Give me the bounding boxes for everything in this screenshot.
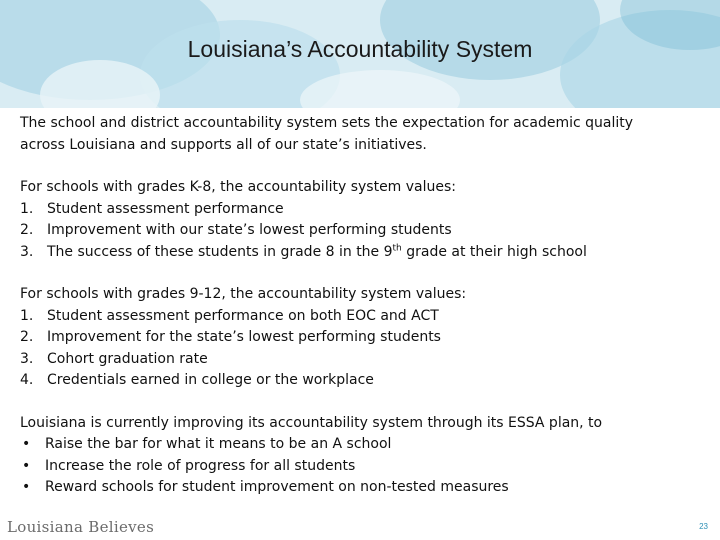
k8-section [20,177,700,263]
hs-heading: For schools with grades 9-12, the accountability system values: [20,286,467,302]
intro-paragraph [20,113,700,156]
bullet-item [20,477,700,499]
essa-heading: Louisiana is currently improving its accountability system through its ESSA plan, to [20,414,603,431]
hs-section [20,284,700,392]
item-number: 3. [20,350,34,367]
item-text: Increase the role of progress for all students [45,457,356,474]
item-text: Reward schools for student improvement on non-tested measures [45,479,509,495]
list-item [20,349,700,371]
intro-line: across Louisiana and supports all of our state’s initiatives. [20,136,427,153]
intro-line: The school and district accountability system sets the expectation for academic quality [20,115,634,131]
louisiana-believes-logo: Louisiana Believes [7,518,155,536]
item-number: 3. [20,243,34,260]
item-text: grade at their high school [401,243,587,260]
item-number: 4. [20,372,34,388]
item-number: 2. [20,329,34,345]
essa-section [20,413,700,499]
k8-heading: For schools with grades K-8, the accountability system values: [20,179,457,195]
list-item [20,327,700,349]
item-number: 2. [20,222,34,238]
ordinal-superscript: th [392,242,402,253]
item-text: Cohort graduation rate [47,350,208,367]
bullet-item [20,456,700,478]
list-item [20,242,700,264]
slide-title: Louisiana’s Accountability System [187,36,533,62]
list-item [20,220,700,242]
bullet-icon: • [22,457,31,474]
item-number: 1. [20,200,34,217]
slide-body [20,113,700,520]
item-number: 1. [20,307,34,324]
list-item [20,370,700,392]
item-text: Credentials earned in college or the workplace [47,372,374,388]
item-text: Student assessment performance on both EOC and ACT [47,307,439,324]
bullet-icon: • [22,436,31,452]
page-number: 23 [699,522,708,531]
list-item [20,306,700,328]
bullet-icon: • [22,479,31,495]
list-item [20,199,700,221]
bullet-item [20,434,700,456]
item-text: The success of these students in grade 8 in the 9 [47,243,393,260]
item-text: Improvement for the state’s lowest performing students [47,329,441,345]
item-text: Raise the bar for what it means to be an A school [45,436,392,452]
item-text: Student assessment performance [47,200,284,217]
title-banner [0,0,720,108]
item-text: Improvement with our state’s lowest performing students [47,222,452,238]
